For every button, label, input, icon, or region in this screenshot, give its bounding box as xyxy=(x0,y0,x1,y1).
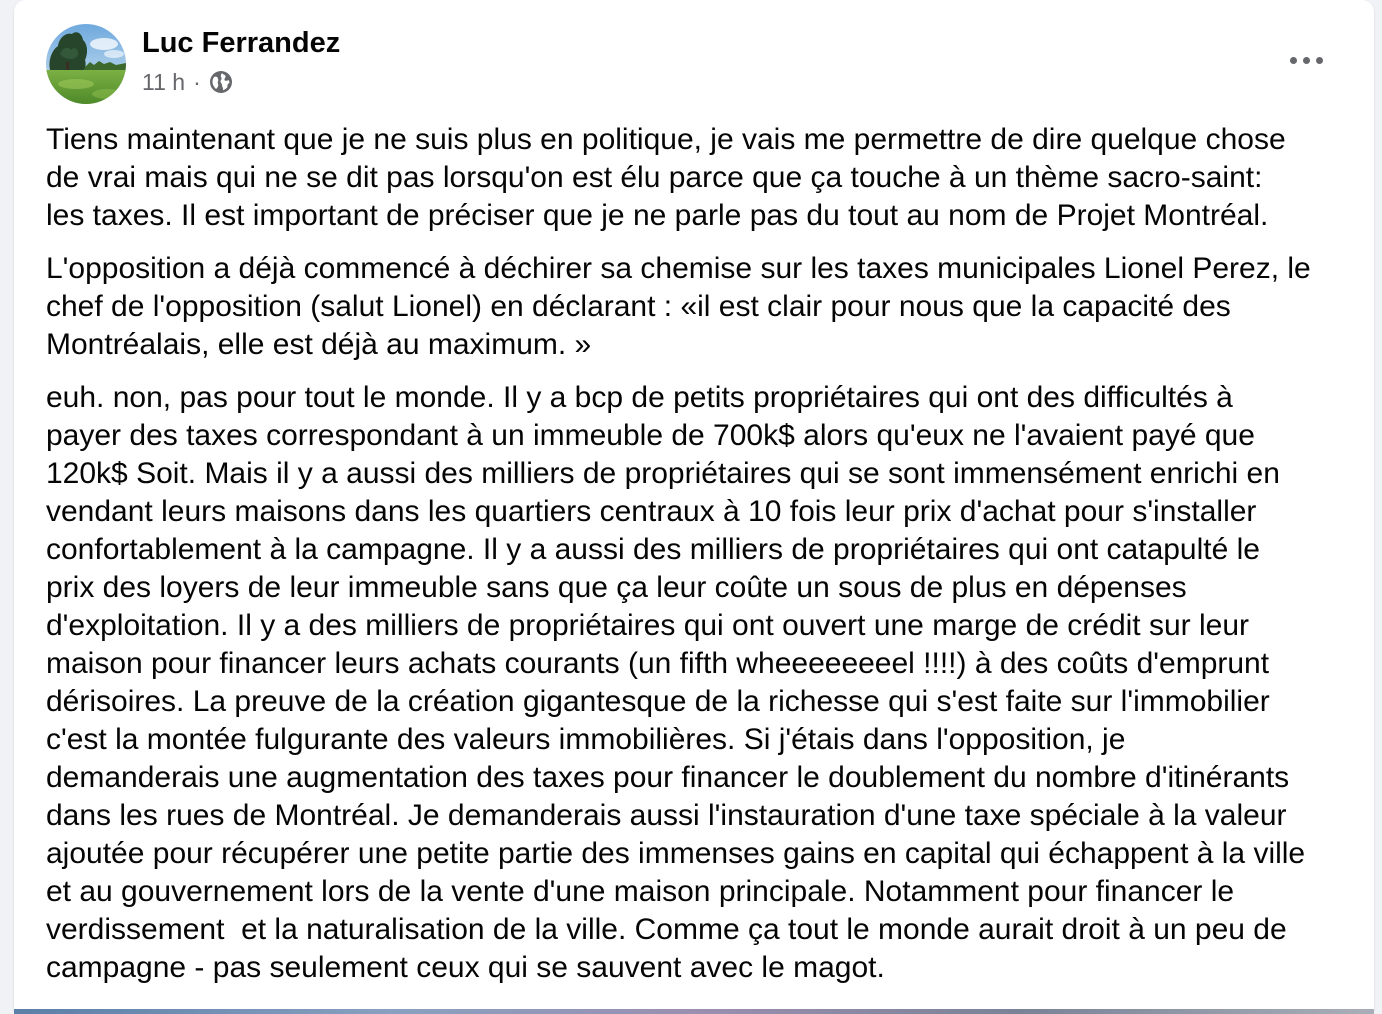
post-text-line: Montréalais, elle est déjà au maximum. » xyxy=(46,328,592,361)
post-timestamp[interactable]: 11 h xyxy=(142,69,186,95)
post-text xyxy=(46,121,1366,987)
post-image-preview[interactable] xyxy=(14,1009,1374,1014)
post-text-line: 120k$ Soit. Mais il y a aussi des milliers de propriétaires qui se sont immensément enrichi en xyxy=(46,457,1280,490)
more-dot xyxy=(1290,57,1297,64)
post-text-line: et au gouvernement lors de la vente d'une maison principale. Notamment pour financer le xyxy=(46,875,1235,908)
post-text-line: Tiens maintenant que je ne suis plus en politique, je vais me permettre de dire quelque chose xyxy=(46,123,1286,156)
meta-separator: · xyxy=(193,69,201,95)
post-text-line: prix des loyers de leur immeuble sans que ça leur coûte un sous de plus en dépenses xyxy=(46,571,1187,604)
post-text-line: euh. non, pas pour tout le monde. Il y a bcp de petits propriétaires qui ont des difficultés à xyxy=(46,381,1233,414)
post-text-line: c'est la montée fulgurante des valeurs immobilières. Si j'étais dans l'opposition, je xyxy=(46,723,1126,756)
post-text-line: les taxes. Il est important de préciser que je ne parle pas du tout au nom de Projet Montréal. xyxy=(46,199,1269,232)
post-text-line: de vrai mais qui ne se dit pas lorsqu'on est élu parce que ça touche à un thème sacro-saint: xyxy=(46,161,1263,194)
globe-icon xyxy=(209,70,233,94)
post-paragraph xyxy=(46,379,1366,987)
post-text-line: campagne - pas seulement ceux qui se sauvent avec le magot. xyxy=(46,951,885,984)
post-text-line: maison pour financer leurs achats courants (un fifth wheeeeeeeel !!!!) à des coûts d'emprunt xyxy=(46,647,1270,680)
more-options-icon xyxy=(1290,57,1323,64)
more-options-button[interactable] xyxy=(1286,40,1326,80)
post-paragraph xyxy=(46,250,1366,364)
post-paragraph xyxy=(46,121,1366,235)
post-text-line: payer des taxes correspondant à un immeuble de 700k$ alors qu'eux ne l'avaient payé que xyxy=(46,419,1255,452)
avatar-photo xyxy=(46,24,126,104)
post-text-line: L'opposition a déjà commencé à déchirer sa chemise sur les taxes municipales Lionel Perez, le xyxy=(46,252,1311,285)
post-text-line: verdissement et la naturalisation de la ville. Comme ça tout le monde aurait droit à un peu de xyxy=(46,913,1287,946)
post-text-line: demanderais une augmentation des taxes pour financer le doublement du nombre d'itinérants xyxy=(46,761,1290,794)
author-avatar[interactable] xyxy=(46,24,126,104)
post-text-line: dans les rues de Montréal. Je demanderais aussi l'instauration d'une taxe spéciale à la valeur xyxy=(46,799,1287,832)
post-text-line: dérisoires. La preuve de la création gigantesque de la richesse qui s'est faite sur l'immobilier xyxy=(46,685,1270,718)
more-dot xyxy=(1316,57,1323,64)
post-text-line: vendant leurs maisons dans les quartiers centraux à 10 fois leur prix d'achat pour s'installer xyxy=(46,495,1257,528)
more-dot xyxy=(1303,57,1310,64)
post-text-line: chef de l'opposition (salut Lionel) en déclarant : «il est clair pour nous que la capacité des xyxy=(46,290,1231,323)
post-text-line: confortablement à la campagne. Il y a aussi des milliers de propriétaires qui ont catapulté le xyxy=(46,533,1260,566)
post-text-line: d'exploitation. Il y a des milliers de propriétaires qui ont ouvert une marge de crédit sur leur xyxy=(46,609,1250,642)
post-meta xyxy=(142,68,233,96)
post-text-line: ajoutée pour récupérer une petite partie des immenses gains en capital qui échappent à la ville xyxy=(46,837,1306,870)
author-name[interactable]: Luc Ferrandez xyxy=(142,27,341,59)
post-card xyxy=(14,0,1374,1010)
